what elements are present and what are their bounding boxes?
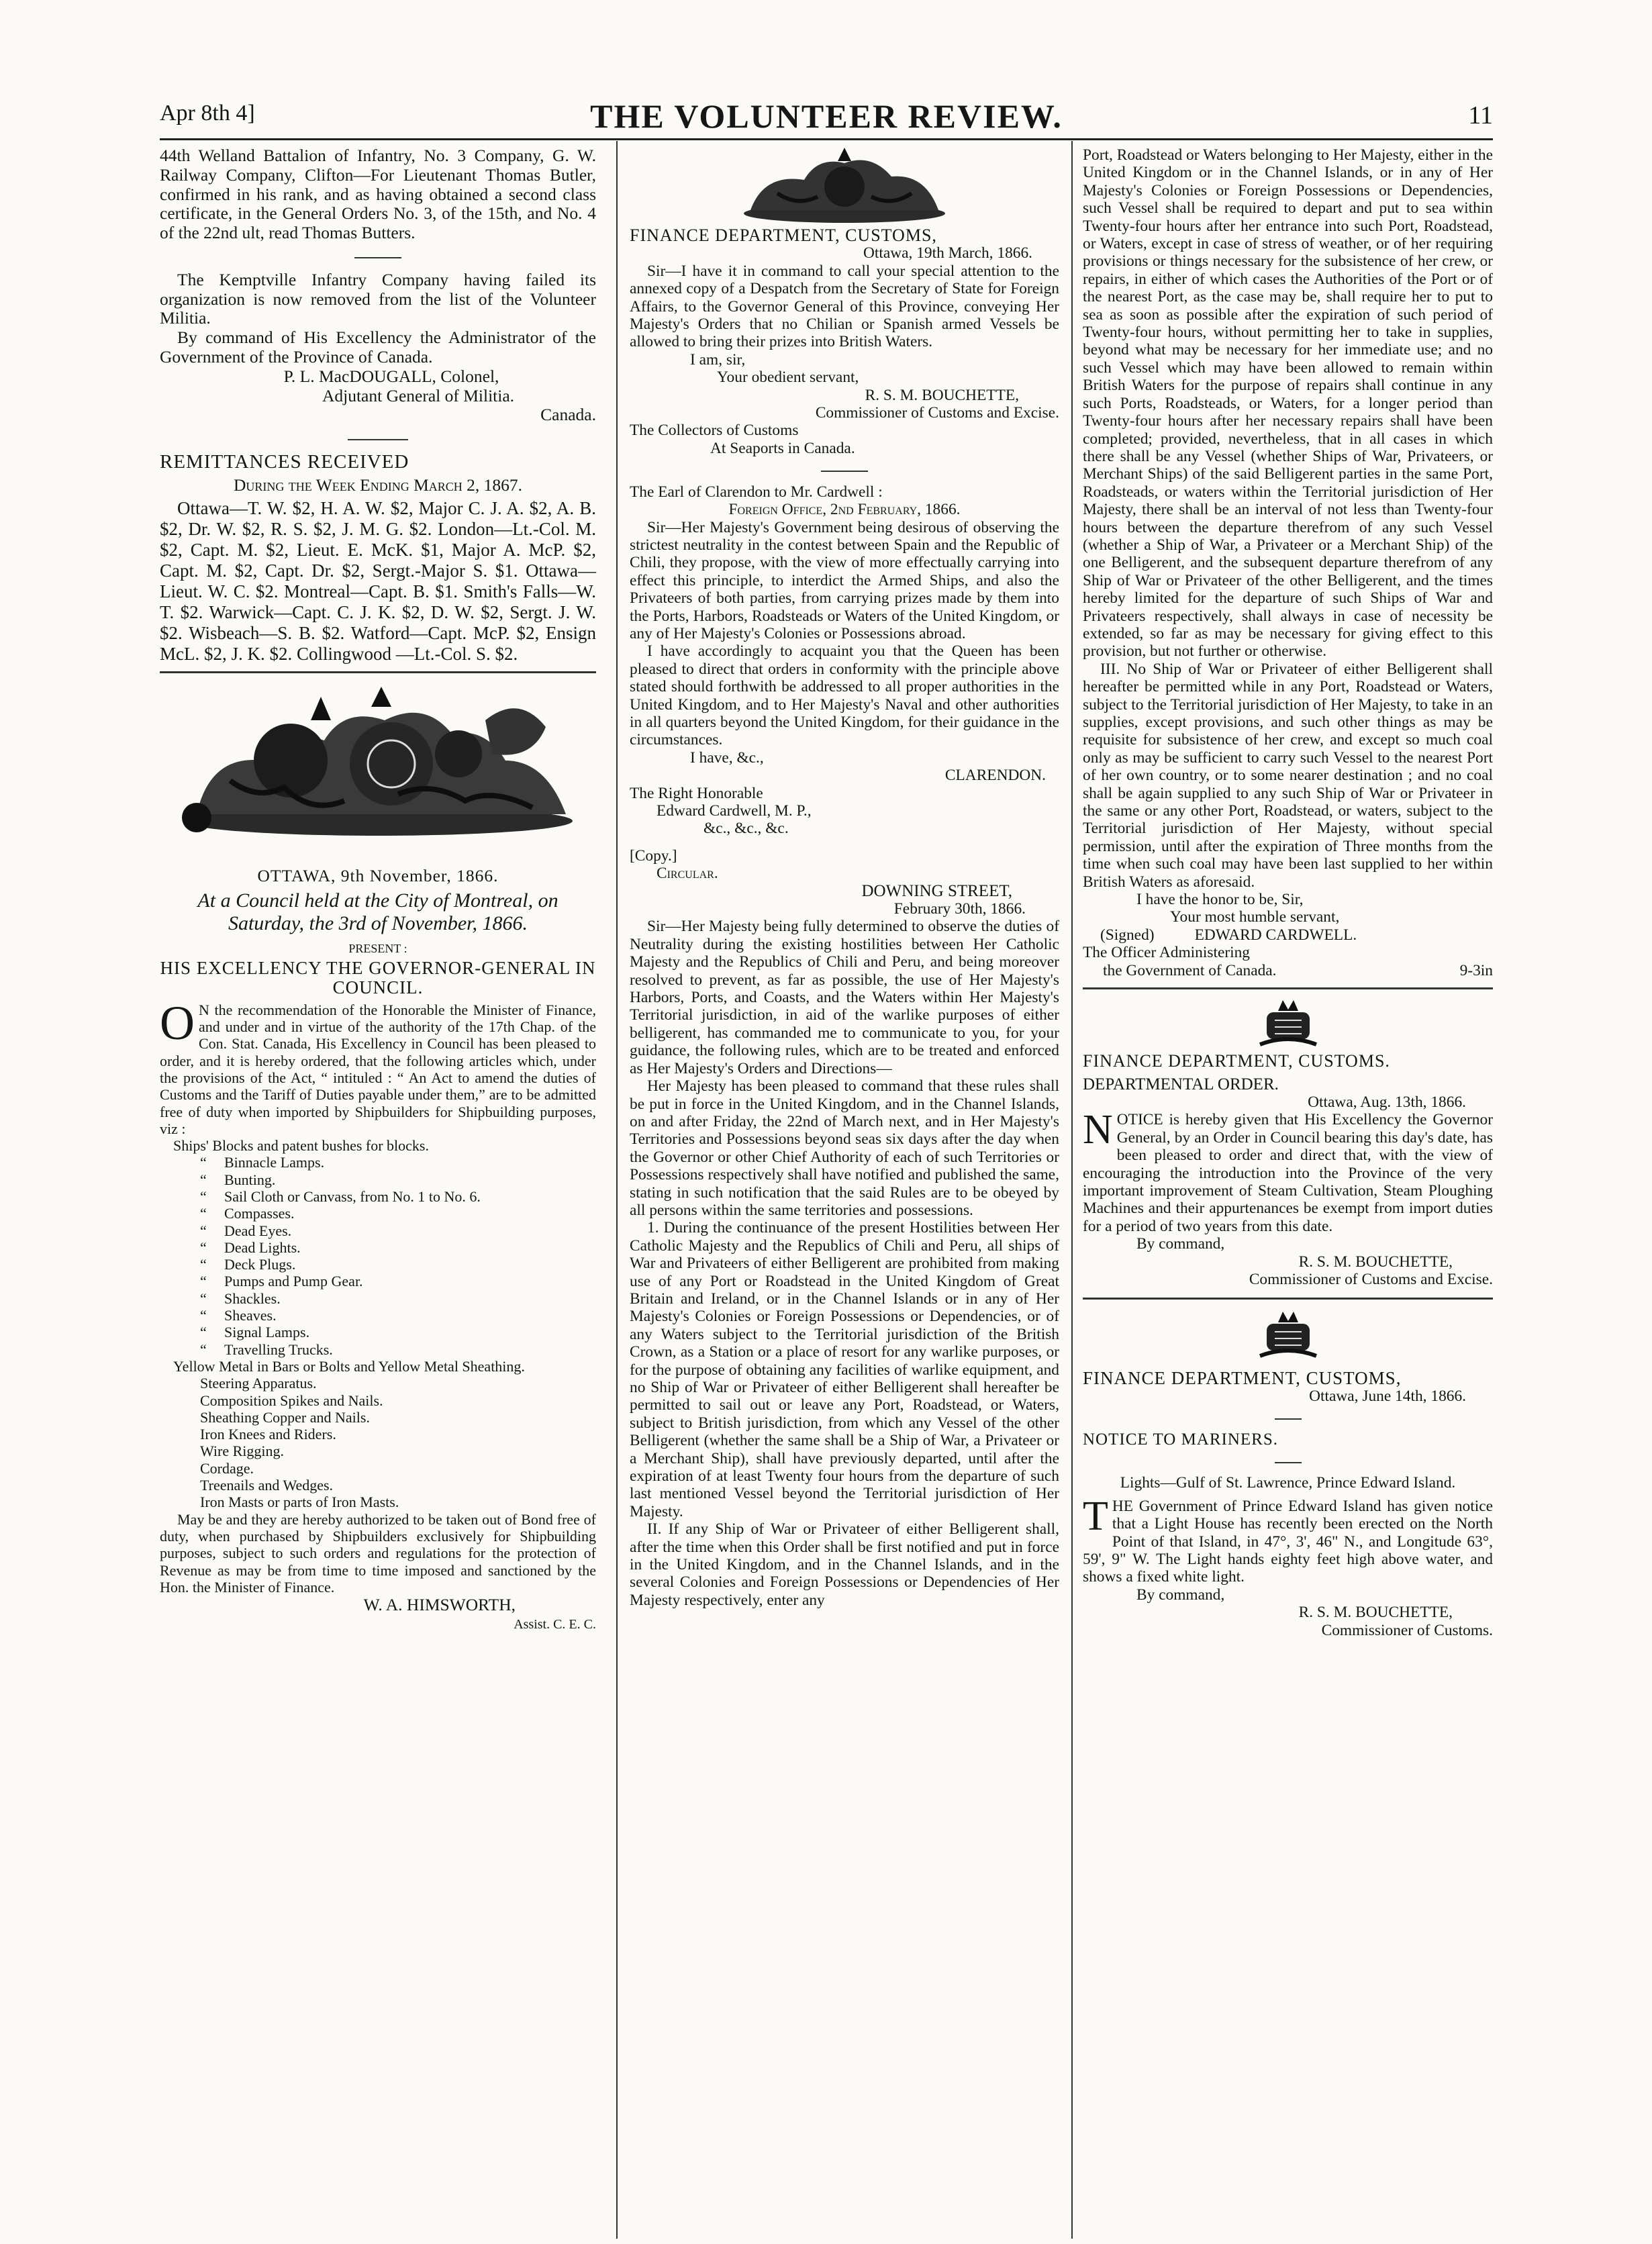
- separator: [630, 461, 1059, 479]
- remittances-list: Ottawa—T. W. $2, H. A. W. $2, Major C. J. A. $2, A. B. $2, Dr. W. $2, R. S. $2, J. M. G. $2. London—Lt.-Col. M. $2, Capt. M. $2, Lieut. E. McK. $1, Major A. McP. $2, Capt. M. $2, Capt. Dr. $2, Sergt.-Major S. $1. Ottawa—Lieut. W. C. $2. Montreal—Capt. B. $1. Smith's Falls—W. T. $2. Warwick—Capt. C. J. K. $2, D. W. $2, Sergt. J. W. $2. Wisbeach—S. B. $2. Watford—Capt. McP. $2, Ensign McL. $2, J. K. $2. Collingwood —Lt.-Col. S. $2.: [160, 497, 596, 664]
- signature-name: R. S. M. BOUCHETTE,: [865, 386, 1019, 404]
- crest-emblem: [1255, 997, 1322, 1048]
- dept-heading: FINANCE DEPARTMENT, CUSTOMS,: [1083, 1368, 1402, 1389]
- list-item: Sheathing Copper and Nails.: [200, 1408, 370, 1426]
- order-body: OTICE is hereby given that His Excellency the Governor General, by an Order in Council bearing this day's date, has been pleased to order and direct that, with the view of encouraging the introduction into the Province of the very important improvement of Steam Cultivation, Steam Ploughing Machines and their appurtenances be exempt from import duties for a period of two years from this date.: [1083, 1111, 1493, 1235]
- council-heading: At a Council held at the City of Montreal, on Saturday, the 3rd of November, 1866.: [197, 889, 558, 935]
- list-item: “ Dead Eyes.: [173, 1222, 596, 1239]
- addressee-text: &c., &c., &c.: [703, 820, 789, 838]
- order-text: [1083, 1107, 1493, 1235]
- addressee-text: The Right Honorable: [630, 784, 763, 802]
- circular-text: Her Majesty has been pleased to command that these rules shall be put in force in the United Kingdom, and in the Channel Islands, on and after Friday, the 22nd of March next, and in Her Majesty's Territories and Possessions beyond seas six days after the day when the Governor or other Chief Authority of each of such Territories or Possessions respectively shall have notified and published the same, stating in such notification that the said Rules are to be obeyed by all persons within the same territories and possessions.: [630, 1077, 1059, 1219]
- page-header: [160, 97, 1493, 138]
- letter-date: February 30th, 1866.: [893, 900, 1026, 918]
- lighthouse-body: HE Government of Prince Edward Island has given notice that a Light House has recently been erected on the North Point of that Island, in 47°, 3', 46" N., and Longitude 63°, 59', 9" W. The Light hands eighty feet high above water, and shows a fixed white light.: [1083, 1497, 1493, 1586]
- header-rule: [160, 138, 1493, 140]
- crest-emblem: [1255, 1309, 1322, 1360]
- council-order-text: [160, 995, 596, 1137]
- ornament-separator: [160, 429, 596, 448]
- by-command-text: By command,: [1136, 1235, 1225, 1253]
- royal-arms-engraving: [737, 146, 952, 227]
- header-issue-ref: Apr 8th 4]: [160, 101, 255, 126]
- signature-name: W. A. HIMSWORTH,: [363, 1595, 516, 1615]
- drop-cap: N: [1083, 1107, 1113, 1153]
- masthead-title: THE VOLUNTEER REVIEW.: [590, 97, 1063, 135]
- list-item: “ Signal Lamps.: [173, 1324, 596, 1340]
- remittances-subheading: During the Week Ending March 2, 1867.: [234, 475, 522, 495]
- list-item: “ Dead Lights.: [173, 1239, 596, 1256]
- addressee-text: The Officer Administering: [1083, 944, 1251, 962]
- rule-1-text: 1. During the continuance of the present Hostilities between Her Catholic Majesty and the Republics of Chili and Peru, all ships of War and Privateers of either Belligerent are prohibited from making use of any Port or Roadstead in the United Kingdom of Great Britain and Ireland, or in the Channel Islands or in any of Her Majesty's Colonies or Foreign Possessions or Dependencies, or of any Waters subject to the Territorial jurisdiction of the British Crown, as a Station or a place of resort for any warlike purposes, or for the purpose of obtaining any facilities of warlike equipment, and no Ship of War or Privateer of either Belligerent shall hereafter be permitted to sail out or leave any Port, Roadstead, or Waters, subject to British jurisdiction, from which any Vessel of the other Belligerent (whether the same shall be a Ship of War, a Privateer or a Merchant Ship), shall have previously departed, until after the expiration of at least Twenty four hours from the departure of such last mentioned Vessel beyond the Territorial jurisdiction of Her Majesty.: [630, 1219, 1059, 1520]
- mariners-heading: NOTICE TO MARINERS.: [1083, 1430, 1279, 1449]
- list-item: “ Bunting.: [173, 1171, 596, 1188]
- list-item: “ Sheaves.: [173, 1307, 596, 1324]
- by-command-text: By command of His Excellency the Administrator of the Government of the Province of Canada.: [160, 328, 596, 367]
- dept-date: Ottawa, June 14th, 1866.: [1309, 1387, 1466, 1405]
- list-item: “ Shackles.: [173, 1290, 596, 1307]
- letter-heading: The Earl of Clarendon to Mr. Cardwell :: [630, 483, 883, 501]
- column-divider-2: [1071, 141, 1073, 2239]
- excellency-heading: HIS EXCELLENCY THE GOVERNOR-GENERAL IN COUNCIL.: [160, 958, 596, 997]
- list-item: “ Binnacle Lamps.: [173, 1154, 596, 1171]
- list-item: Yellow Metal in Bars or Bolts and Yellow Metal Sheathing.: [173, 1357, 525, 1375]
- closing-text: Your most humble servant,: [1170, 908, 1340, 926]
- list-item: Steering Apparatus.: [200, 1375, 317, 1392]
- remittances-heading: REMITTANCES RECEIVED: [160, 450, 409, 473]
- letter-date: Foreign Office, 2nd February, 1866.: [728, 501, 961, 519]
- signature-name: R. S. M. BOUCHETTE,: [1298, 1253, 1453, 1271]
- addressee-text: [1083, 962, 1493, 979]
- separator: [160, 247, 596, 266]
- list-item: Wire Rigging.: [200, 1443, 284, 1460]
- dept-heading: FINANCE DEPARTMENT, CUSTOMS.: [1083, 1051, 1390, 1071]
- list-item: Iron Masts or parts of Iron Masts.: [200, 1494, 399, 1511]
- signature-title: Assist. C. E. C.: [514, 1616, 596, 1632]
- section-rule: [1083, 987, 1493, 989]
- signature-line: [1083, 926, 1493, 944]
- closing-text: I have the honor to be, Sir,: [1136, 891, 1304, 909]
- list-item: Composition Spikes and Nails.: [200, 1392, 383, 1409]
- column-2: [630, 146, 1059, 1609]
- rule-2-continued-text: Port, Roadstead or Waters belonging to Her Majesty, either in the United Kingdom or in the Channel Islands, or in any of Her Majesty's Colonies or Foreign Possessions or Dependencies, such Vessel shall be required to depart and put to sea within Twenty-four hours after her entrance into such Port, Roadstead, or Waters, except in case of stress of weather, or of her requiring provisions or things necessary for the subsistence of her crew, or repairs, in either of which cases the Authorities of the Port or of the nearest Port, as the case may be, shall require her to put to sea as soon as possible after the expiration of such period of Twenty-four hours, without permitting her to take in supplies, beyond what may be necessary for her immediate use; and no such Vessel which may have been allowed to remain within British Waters for the purpose of repairs shall continue in any such Ports, Roadsteads, or Waters, for a longer period than Twenty-four hours after her necessary repairs shall have been completed; provided, nevertheless, that in all cases in which there shall be any Vessel (whether Ships of War, Privateers, or Merchant Ships) of the said Belligerent parties in the same Port, Roadsteads, or waters within the Territorial jurisdiction of Her Majesty, there shall be an interval of not less than Twenty-four hours between the departure therefrom of any such Vessel (whether a Ship of War, a Privateer or a Merchant Ship) of the one Belligerent, and the subsequent departure therefrom of any Ship of War or Privateer of the other Belligerent, and the times hereby limited for the departure of such Ships of War and Privateers respectively, shall always in case of necessity be extended, so far as may be necessary for giving effect to this provision, but not further or otherwise.: [1083, 146, 1493, 661]
- list-item: Iron Knees and Riders.: [200, 1426, 336, 1443]
- closing-text: Your obedient servant,: [717, 369, 859, 387]
- by-command-text: By command,: [1136, 1586, 1225, 1604]
- list-item: Ships' Blocks and patent bushes for blocks.: [173, 1137, 429, 1155]
- separator: [1083, 1409, 1493, 1426]
- insertion-ref: 9-3in: [1459, 961, 1493, 979]
- exempt-articles-list: [160, 1137, 596, 1511]
- rule-3-text: III. No Ship of War or Privateer of either Belligerent shall hereafter be permitted while in any Port, Roadstead or Waters, subject to the Territorial jurisdiction of Her Majesty, to take in an supplies, except provisions, and such other things as may be requisite for subsistence of her crew, and except so much coal only as may be sufficient to carry such Vessel to the nearest Port of her own country, or to some nearer destination ; and no coal shall be again supplied to any such Ship of War or Privateer in the same or any other Port, Roadstead, or waters, subject to the Territorial jurisdiction of Her Majesty, without special permission, until after the expiration of Three months from the time when such coal may have been last supplied to her within British Waters as aforesaid.: [1083, 660, 1493, 891]
- lights-heading: Lights—Gulf of St. Lawrence, Prince Edward Island.: [1120, 1474, 1456, 1492]
- signature-title: Commissioner of Customs and Excise.: [815, 404, 1059, 422]
- copy-label: [Copy.]: [630, 846, 677, 865]
- list-item: “ Compasses.: [173, 1205, 596, 1222]
- militia-correction-text: 44th Welland Battalion of Infantry, No. 3 Company, G. W. Railway Company, Clifton—For Lieutenant Thomas Butler, confirmed in his rank, and as having obtained a second class certificate, in the General Orders No. 3, of the 15th, and No. 4 of the 22nd ult, read Thomas Butters.: [160, 146, 596, 243]
- column-1: [160, 146, 596, 1635]
- section-rule: [160, 671, 596, 673]
- list-item: Treenails and Wedges.: [200, 1477, 334, 1494]
- signature-name: EDWARD CARDWELL.: [1194, 926, 1357, 944]
- separator: [1083, 1453, 1493, 1470]
- list-item: “ Travelling Trucks.: [173, 1341, 596, 1358]
- list-item: “ Pumps and Pump Gear.: [173, 1273, 596, 1289]
- present-label: PRESENT :: [348, 942, 407, 956]
- council-order-body: N the recommendation of the Honorable the Minister of Finance, and under and in virtue of the authority of the 17th Chap. of the Con. Stat. Canada, His Excellency in Council has been pleased to order, and it is hereby ordered, that the following articles which, under the provisions of the Act, “ intituled : “ An Act to amend the duties of Customs and the Tariff of Duties payable under them,” are to be admitted free of duty when imported by Shipbuilders for Shipbuilding purposes, viz :: [160, 1001, 596, 1137]
- list-item: “ Deck Plugs.: [173, 1256, 596, 1273]
- drop-cap: O: [160, 995, 195, 1050]
- list-item: Cordage.: [200, 1459, 254, 1477]
- list-item: “ Sail Cloth or Canvass, from No. 1 to No. 6.: [173, 1188, 596, 1205]
- signature-place: Canada.: [540, 405, 596, 425]
- closing-text: I have, &c.,: [690, 748, 764, 767]
- letter-heading: DOWNING STREET,: [861, 881, 1012, 900]
- signature-name: R. S. M. BOUCHETTE,: [1298, 1604, 1453, 1622]
- signature-title: Adjutant General of Militia.: [322, 385, 515, 405]
- signature-title: Commissioner of Customs.: [1321, 1621, 1493, 1639]
- closing-text: I am, sir,: [690, 350, 746, 369]
- clarendon-letter-text: I have accordingly to acquaint you that the Queen has been pleased to direct that orders in conformity with the principle above stated should forthwith be addressed to all proper authorities in the United Kingdom, and to Her Majesty's Naval and other authorities in all quarters beyond the United Kingdom, for their guidance in the circumstances.: [630, 642, 1059, 749]
- order-heading: DEPARTMENTAL ORDER.: [1083, 1075, 1279, 1093]
- page-number: 11: [1468, 101, 1493, 130]
- order-date: Ottawa, Aug. 13th, 1866.: [1308, 1093, 1466, 1111]
- rule-2-text: II. If any Ship of War or Privateer of either Belligerent shall, after the time when this Order shall be first notified and put in force in the United Kingdom, and in the Channel Islands, and in the several Colonies and Foreign Possessions or Dependencies of Her Majesty respectively, enter any: [630, 1520, 1059, 1609]
- addressee-text: Edward Cardwell, M. P.,: [657, 802, 812, 820]
- signature-title: Commissioner of Customs and Excise.: [1249, 1270, 1493, 1288]
- signature-name: P. L. MacDOUGALL, Colonel,: [283, 366, 499, 386]
- order-dateline: OTTAWA, 9th November, 1866.: [257, 865, 499, 885]
- dept-heading: FINANCE DEPARTMENT, CUSTOMS,: [630, 226, 937, 245]
- lighthouse-text: [1083, 1493, 1493, 1586]
- clarendon-letter-text: Sir—Her Majesty's Government being desirous of observing the strictest neutrality in the contest between Spain and the Republic of Chili, they propose, with the view of more effectually carrying into effect this principle, to interdict the Armed Ships, and also the Privateers of both parties, from carrying prizes made by them into the Ports, Harbors, Roadsteads or Waters of the United Kingdom, or any of Her Majesty's Colonies or Possessions abroad.: [630, 518, 1059, 642]
- addressee-text: The Collectors of Customs: [630, 422, 799, 440]
- circular-text: Sir—Her Majesty being fully determined to observe the duties of Neutrality during the existing hostilities between Her Catholic Majesty and the Republics of Chili and Peru, and being moreover resolved to prevent, as far as possible, the use of Her Majesty's Harbors, Ports, and Coasts, and the Waters within Her Majesty's Territorial jurisdiction, in aid of the warlike purposes of either belligerent, has commanded me to communicate to you, for your guidance, the following rules, which are to be treated and enforced as Her Majesty's Orders and Directions—: [630, 918, 1059, 1077]
- signature-name: CLARENDON.: [944, 767, 1046, 785]
- drop-cap: T: [1083, 1493, 1108, 1539]
- addressee-govt: the Government of Canada.: [1103, 961, 1277, 979]
- dept-date: Ottawa, 19th March, 1866.: [863, 244, 1032, 262]
- addressee-text: At Seaports in Canada.: [710, 439, 855, 457]
- section-rule: [1083, 1298, 1493, 1300]
- column-divider-1: [616, 141, 618, 2239]
- kemptville-notice-text: The Kemptville Infantry Company having failed its organization is now removed from the list of the Volunteer Militia.: [160, 269, 596, 328]
- despatch-intro-text: Sir—I have it in command to call your special attention to the annexed copy of a Despatch from the Secretary of State for Foreign Affairs, to the Governor General of this Province, conveying Her Majesty's Orders that no Chilian or Spanish armed Vessels be allowed to bring their prizes into British Waters.: [630, 262, 1059, 351]
- circular-label: Circular.: [657, 865, 718, 883]
- column-3: [1083, 146, 1493, 1639]
- royal-arms-engraving: [170, 680, 586, 848]
- may-be-text: May be and they are hereby authorized to be taken out of Bond free of duty, when purchased by Shipbuilders exclusively for Shipbuilding purposes, subject to such orders and regulations for the protection of Revenue as may be from time to time imposed and sanctioned by the Hon. the Minister of Finance.: [160, 1510, 596, 1596]
- signed-label: (Signed): [1100, 926, 1155, 944]
